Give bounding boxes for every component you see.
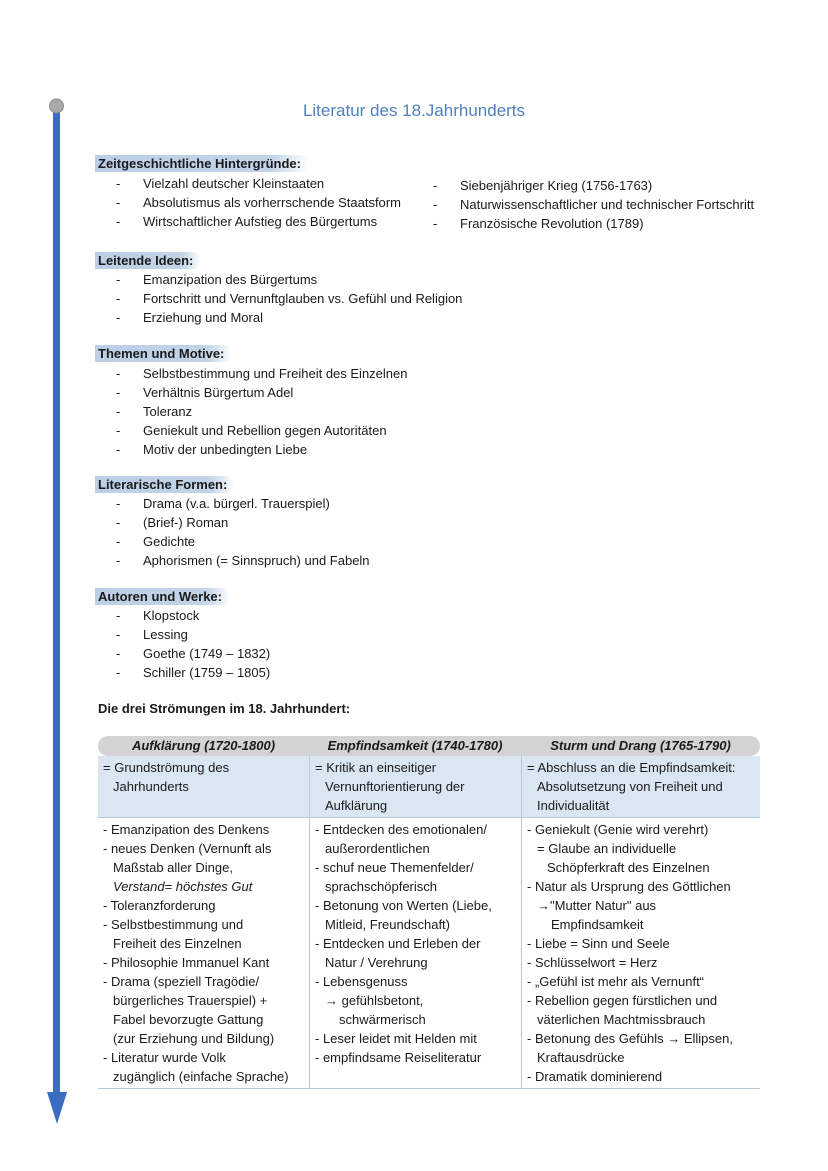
table-header-empfindsamkeit: Empfindsamkeit (1740-1780) — [309, 736, 521, 756]
list-item: - Geniekult und Rebellion gegen Autoritäten — [116, 421, 407, 440]
table-line: - Entdecken des emotionalen/ — [315, 822, 487, 837]
table-cell-aufklaerung — [98, 818, 309, 1089]
table-line: (zur Erziehung und Bildung) — [113, 1031, 275, 1046]
list-item: - Klopstock — [116, 606, 270, 625]
list-hintergruende-left — [116, 174, 401, 231]
table-line: Absolutsetzung von Freiheit und — [537, 779, 723, 794]
table-line: - Betonung von Werten (Liebe, — [315, 898, 492, 913]
list-autoren — [116, 606, 270, 682]
table-line: - Rebellion gegen fürstlichen und — [527, 993, 718, 1008]
table-line: = Abschluss an die Empfindsamkeit: — [527, 760, 736, 775]
list-item: - Toleranz — [116, 402, 407, 421]
list-item: - Fortschritt und Vernunftglauben vs. Gefühl und Religion — [116, 289, 462, 308]
list-item: - (Brief-) Roman — [116, 513, 370, 532]
table-line: - „Gefühl ist mehr als Vernunft“ — [527, 974, 705, 989]
table-line: - Literatur wurde Volk — [103, 1050, 226, 1065]
list-item: - Erziehung und Moral — [116, 308, 462, 327]
table-line: - Emanzipation des Denkens — [103, 822, 270, 837]
table-definition-sturm-und-drang — [521, 756, 760, 818]
table-cell-empfindsamkeit — [309, 818, 521, 1089]
table-line: - neues Denken (Vernunft als — [103, 841, 272, 856]
table-header-aufklaerung: Aufklärung (1720-1800) — [98, 736, 309, 756]
list-ideen — [116, 270, 462, 327]
table-line: bürgerliches Trauerspiel) + — [113, 993, 268, 1008]
table-line: Aufklärung — [325, 798, 388, 813]
list-item: - Motiv der unbedingten Liebe — [116, 440, 407, 459]
list-item: - Wirtschaftlicher Aufstieg des Bürgertums — [116, 212, 401, 231]
table-line: Freiheit des Einzelnen — [113, 936, 242, 951]
list-item: - Lessing — [116, 625, 270, 644]
list-item: - Aphorismen (= Sinnspruch) und Fabeln — [116, 551, 370, 570]
table-line: →"Mutter Natur" aus — [537, 898, 657, 913]
timeline-arrow — [44, 96, 70, 1128]
table-line: - Toleranzforderung — [103, 898, 216, 913]
table-line: - schuf neue Themenfelder/ — [315, 860, 474, 875]
table-line: = Grundströmung des — [103, 760, 230, 775]
table-line: Natur / Verehrung — [325, 955, 428, 970]
list-item: - Siebenjähriger Krieg (1756-1763) — [433, 176, 754, 195]
table-line: - Dramatik dominierend — [527, 1069, 663, 1084]
table-line: Individualität — [537, 798, 610, 813]
table-line: Mitleid, Freundschaft) — [325, 917, 450, 932]
table-line: Fabel bevorzugte Gattung — [113, 1012, 264, 1027]
heading-stroemungen: Die drei Strömungen im 18. Jahrhundert: — [98, 701, 351, 716]
table-line: - Selbstbestimmung und — [103, 917, 244, 932]
heading-formen: Literarische Formen: — [95, 476, 235, 493]
table-line: schwärmerisch — [339, 1012, 426, 1027]
list-hintergruende-right — [433, 176, 754, 233]
table-cell-sturm-und-drang — [521, 818, 760, 1089]
table-line: - Betonung des Gefühls → Ellipsen, — [527, 1031, 733, 1046]
table-line: Maßstab aller Dinge, — [113, 860, 233, 875]
table-line: - Lebensgenuss — [315, 974, 408, 989]
list-item: - Drama (v.a. bürgerl. Trauerspiel) — [116, 494, 370, 513]
list-item: - Schiller (1759 – 1805) — [116, 663, 270, 682]
table-line: = Glaube an individuelle — [537, 841, 677, 856]
table-line: Jahrhunderts — [113, 779, 189, 794]
list-item: - Selbstbestimmung und Freiheit des Einzelnen — [116, 364, 407, 383]
list-item: - Naturwissenschaftlicher und technischer Fortschritt — [433, 195, 754, 214]
list-item: - Gedichte — [116, 532, 370, 551]
timeline-arrow-shaft — [53, 102, 60, 1096]
table-line: - Geniekult (Genie wird verehrt) — [527, 822, 709, 837]
heading-themen: Themen und Motive: — [95, 345, 232, 362]
table-definition-aufklaerung — [98, 756, 309, 818]
stroemungen-table — [98, 736, 760, 1089]
table-line: Verstand= höchstes Gut — [113, 879, 253, 894]
list-item: - Verhältnis Bürgertum Adel — [116, 383, 407, 402]
page-title: Literatur des 18.Jahrhunderts — [302, 101, 526, 120]
table-line: sprachschöpferisch — [325, 879, 437, 894]
table-line: - Entdecken und Erleben der — [315, 936, 481, 951]
heading-hintergruende: Zeitgeschichtliche Hintergründe: — [95, 155, 309, 172]
table-line: - Philosophie Immanuel Kant — [103, 955, 270, 970]
table-line: - Liebe = Sinn und Seele — [527, 936, 670, 951]
table-header-sturm-und-drang: Sturm und Drang (1765-1790) — [521, 736, 760, 756]
table-line: zugänglich (einfache Sprache) — [113, 1069, 289, 1084]
table-line: → gefühlsbetont, — [325, 993, 424, 1008]
table-line: väterlichen Machtmissbrauch — [537, 1012, 706, 1027]
table-line: Kraftausdrücke — [537, 1050, 625, 1065]
list-formen — [116, 494, 370, 570]
table-line: Schöpferkraft des Einzelnen — [547, 860, 710, 875]
list-item: - Vielzahl deutscher Kleinstaaten — [116, 174, 401, 193]
list-themen — [116, 364, 407, 459]
timeline-arrow-head — [47, 1092, 67, 1124]
table-line: - Schlüsselwort = Herz — [527, 955, 658, 970]
table-line: - Natur als Ursprung des Göttlichen — [527, 879, 731, 894]
heading-autoren: Autoren und Werke: — [95, 588, 230, 605]
list-item: - Goethe (1749 – 1832) — [116, 644, 270, 663]
table-line: - empfindsame Reiseliteratur — [315, 1050, 482, 1065]
table-line: außerordentlichen — [325, 841, 430, 856]
table-definition-empfindsamkeit — [309, 756, 521, 818]
heading-ideen: Leitende Ideen: — [95, 252, 201, 269]
table-line: Empfindsamkeit — [551, 917, 644, 932]
table-line: - Drama (speziell Tragödie/ — [103, 974, 260, 989]
table-line: = Kritik an einseitiger — [315, 760, 437, 775]
list-item: - Absolutismus als vorherrschende Staatsform — [116, 193, 401, 212]
table-line: Vernunftorientierung der — [325, 779, 465, 794]
table-line: - Leser leidet mit Helden mit — [315, 1031, 477, 1046]
list-item: - Emanzipation des Bürgertums — [116, 270, 462, 289]
list-item: - Französische Revolution (1789) — [433, 214, 754, 233]
